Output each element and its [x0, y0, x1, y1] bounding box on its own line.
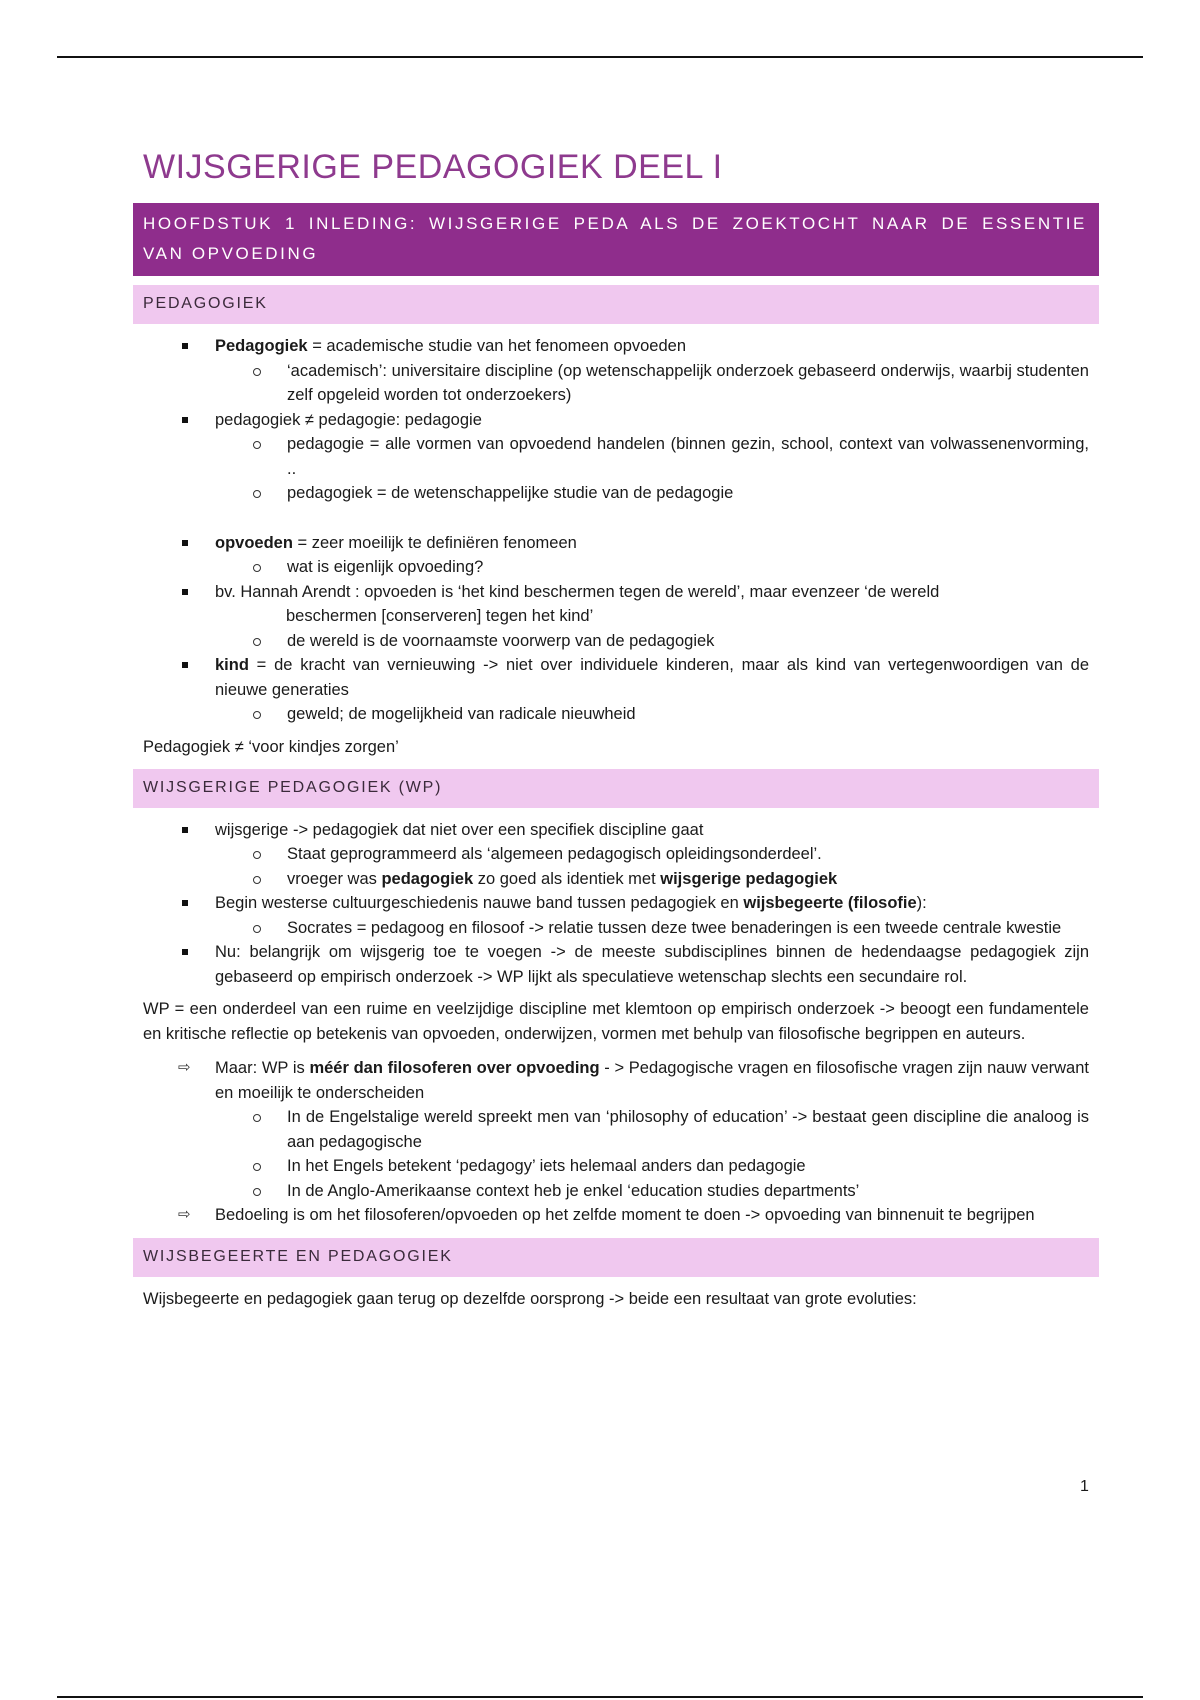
item-text: ): [916, 894, 927, 912]
header-rule [57, 56, 1143, 58]
sub-list-item: pedagogiek = de wetenschappelijke studie van de pedagogie [133, 481, 1099, 506]
list-item [133, 334, 1099, 359]
item-text: = academische studie van het fenomeen opvoeden [307, 337, 687, 355]
item-text: vroeger was [287, 869, 382, 888]
arrow-list [133, 1056, 1099, 1228]
closing-statement: Pedagogiek ≠ ‘voor kindjes zorgen’ [143, 737, 399, 756]
arrow-item [133, 1203, 1099, 1228]
paragraph: WP = een onderdeel van een ruime en veelzijdige discipline met klemtoon op empirisch onderzoek -> beoogt een fundamentele en kritische reflectie op betekenis van opvoeden, onderwijzen, vormen met behulp van filosofische begrippen en auteurs. [143, 1000, 1089, 1043]
paragraph: Wijsbegeerte en pedagogiek gaan terug op dezelfde oorsprong -> beide een resultaat van grote evoluties: [143, 1289, 917, 1308]
list-item: Nu: belangrijk om wijsgerig toe te voegen -> de meeste subdisciplines binnen de hedendaagse pedagogiek zijn gebaseerd op empirisch onderzoek -> WP lijkt als speculatieve wetenschap slechts een secundaire rol. [133, 940, 1099, 989]
sub-list-item: Socrates = pedagoog en filosoof -> relatie tussen deze twee benaderingen is een tweede centrale kwestie [133, 916, 1099, 941]
arrow-icon: ⇨ [178, 1059, 191, 1076]
sub-list-item: ‘academisch’: universitaire discipline (op wetenschappelijk onderzoek gebaseerd onderwijs, waarbij studenten zelf opgeleid worden tot onderzoekers) [133, 359, 1099, 408]
bullet-list [133, 334, 1099, 727]
term: pedagogiek [381, 869, 474, 888]
term: kind [215, 656, 249, 674]
document-title: WIJSGERIGE PEDAGOGIEK DEEL I [143, 148, 723, 186]
item-text: zo goed als identiek met [473, 869, 661, 888]
term: Pedagogiek [215, 337, 308, 355]
sub-list-item: wat is eigenlijk opvoeding? [133, 555, 1099, 580]
arrow-item [133, 1056, 1099, 1105]
sub-list-item [133, 867, 1099, 892]
document-page [133, 148, 1099, 1312]
list-item [133, 531, 1099, 556]
sub-list-item: de wereld is de voornaamste voorwerp van de pedagogiek [133, 629, 1099, 654]
section-heading-pedagogiek: PEDAGOGIEK [133, 285, 1099, 324]
list-item: wijsgerige -> pedagogiek dat niet over een specifiek discipline gaat [133, 818, 1099, 843]
sub-list-item: In het Engels betekent ‘pedagogy’ iets helemaal anders dan pedagogie [133, 1154, 1099, 1179]
item-text-continued: beschermen [conserveren] tegen het kind’ [286, 607, 594, 625]
item-text: = zeer moeilijk te definiëren fenomeen [292, 533, 577, 552]
page-number: 1 [1080, 1478, 1089, 1495]
item-text: Begin westerse cultuurgeschiedenis nauwe band tussen pedagogiek en [215, 894, 744, 912]
term: méér dan filosoferen over opvoeding [309, 1059, 600, 1077]
term: wijsgerige pedagogiek [660, 869, 838, 888]
footer-rule [57, 1696, 1143, 1698]
bullet-list [133, 818, 1099, 990]
chapter-heading: HOOFDSTUK 1 INLEDING: WIJSGERIGE PEDA ALS DE ZOEKTOCHT NAAR DE ESSENTIE VAN OPVOEDING [133, 203, 1099, 276]
sub-list-item: In de Anglo-Amerikaanse context heb je enkel ‘education studies departments’ [133, 1179, 1099, 1204]
list-item [133, 891, 1099, 916]
section-heading-wijsbegeerte: WIJSBEGEERTE EN PEDAGOGIEK [133, 1238, 1099, 1277]
item-text: = de kracht van vernieuwing -> niet over individuele kinderen, maar als kind van vertegenwoordigen van de nieuwe generaties [215, 656, 1089, 699]
arrow-icon: ⇨ [178, 1206, 191, 1223]
list-item: pedagogiek ≠ pedagogie: pedagogie [133, 408, 1099, 433]
section-heading-wp: WIJSGERIGE PEDAGOGIEK (WP) [133, 769, 1099, 808]
sub-list-item: geweld; de mogelijkheid van radicale nieuwheid [133, 702, 1099, 727]
item-text: bv. Hannah Arendt : opvoeden is ‘het kind beschermen tegen de wereld’, maar evenzeer ‘de wereld [215, 582, 940, 601]
item-text: - > Pedagogische vragen en filosofische vragen zijn nauw verwant en moeilijk te onderscheiden [215, 1059, 1089, 1102]
item-text: Maar: WP is [215, 1059, 310, 1077]
term: opvoeden [215, 533, 293, 552]
sub-list-item: pedagogie = alle vormen van opvoedend handelen (binnen gezin, school, context van volwassenenvorming, .. [133, 432, 1099, 481]
list-item [133, 580, 1099, 629]
sub-list-item: Staat geprogrammeerd als ‘algemeen pedagogisch opleidingsonderdeel’. [133, 842, 1099, 867]
item-text: Bedoeling is om het filosoferen/opvoeden op het zelfde moment te doen -> opvoeding van binnenuit te begrijpen [215, 1206, 1035, 1224]
list-item [133, 653, 1099, 702]
sub-list-item: In de Engelstalige wereld spreekt men van ‘philosophy of education’ -> bestaat geen discipline die analoog is aan pedagogische [133, 1105, 1099, 1154]
term: wijsbegeerte (filosofie [743, 894, 917, 912]
